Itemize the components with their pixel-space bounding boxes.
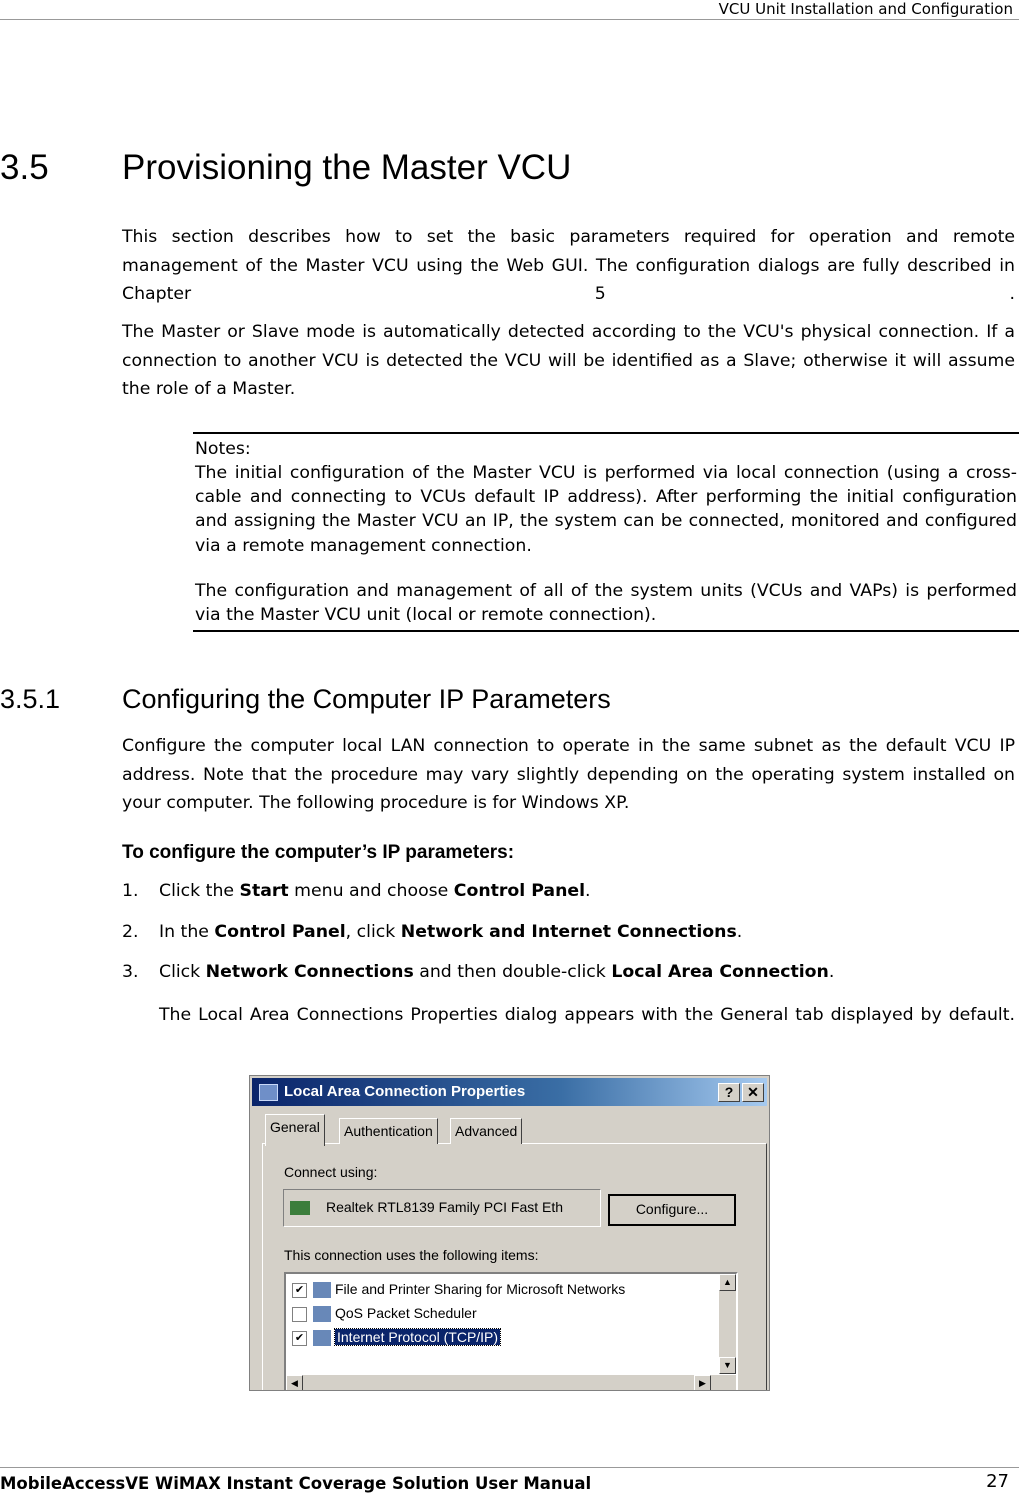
scroll-down-icon[interactable]: ▼ — [719, 1357, 736, 1374]
checkbox[interactable]: ✔ — [292, 1331, 307, 1346]
checkbox[interactable] — [292, 1307, 307, 1322]
running-header: VCU Unit Installation and Configuration — [718, 0, 1013, 18]
items-label: This connection uses the following items: — [284, 1247, 539, 1263]
computer-icon — [313, 1282, 331, 1298]
computer-icon — [313, 1306, 331, 1322]
step-2: 2. In the Control Panel, click Network and Internet Connections. — [122, 922, 743, 942]
scroll-left-icon[interactable]: ◀ — [286, 1375, 303, 1391]
scroll-right-icon[interactable]: ▶ — [694, 1375, 711, 1391]
note-1: The initial configuration of the Master VCU is performed via local connection (using a cross-cable and connecting to VCUs default IP address). After performing the initial configuration and assigning the Master VCU an IP, the system can be connected, monitored and configured via a remote management connection. — [195, 463, 1017, 556]
step-3-result: The Local Area Connections Properties dialog appears with the General tab displayed by default. — [159, 1005, 1015, 1025]
list-item[interactable]: ✔ File and Printer Sharing for Microsoft Networks — [292, 1278, 625, 1300]
configure-button[interactable]: Configure... — [608, 1194, 736, 1226]
adapter-name: Realtek RTL8139 Family PCI Fast Eth — [326, 1199, 564, 1215]
network-card-icon — [290, 1201, 310, 1215]
subsection-heading — [0, 684, 611, 715]
help-button[interactable]: ? — [718, 1083, 740, 1102]
network-icon — [259, 1084, 278, 1101]
lan-properties-dialog — [249, 1075, 770, 1391]
protocol-icon — [313, 1330, 331, 1346]
page-number: 27 — [986, 1471, 1009, 1492]
dialog-titlebar — [252, 1078, 767, 1106]
vertical-scrollbar[interactable] — [719, 1274, 736, 1374]
connect-using-label: Connect using: — [284, 1164, 378, 1180]
section-number: 3.5 — [0, 148, 49, 187]
intro-paragraph-2: The Master or Slave mode is automatically detected according to the VCU's physical connection. If a connection to another VCU is detected the VCU will be identified as a Slave; otherwise it will assume the role of a Master. — [122, 322, 1015, 399]
checkbox[interactable]: ✔ — [292, 1283, 307, 1298]
note-2: The configuration and management of all of the system units (VCUs and VAPs) is performed via the Master VCU unit (local or remote connection). — [195, 581, 1017, 626]
section-heading — [0, 148, 571, 188]
tab-general[interactable]: General — [265, 1114, 325, 1146]
header-rule — [0, 19, 1019, 20]
tab-authentication[interactable]: Authentication — [339, 1118, 438, 1144]
subsection-intro: Configure the computer local LAN connection to operate in the same subnet as the default VCU IP address. Note that the procedure may vary slightly depending on the operating system installed on your computer. The following procedure is for Windows XP. — [122, 736, 1015, 813]
subsection-title: Configuring the Computer IP Parameters — [122, 684, 611, 714]
adapter-field — [283, 1189, 601, 1227]
dialog-title: Local Area Connection Properties — [284, 1083, 526, 1100]
subsection-number: 3.5.1 — [0, 684, 61, 714]
scroll-up-icon[interactable]: ▲ — [719, 1274, 736, 1291]
footer-rule — [0, 1467, 1019, 1468]
intro-paragraph-1: This section describes how to set the basic parameters required for operation and remote management of the Master VCU using the Web GUI. The configuration dialogs are fully described in Chapter 5 . — [122, 227, 1015, 304]
footer-manual-title: MobileAccessVE WiMAX Instant Coverage Solution User Manual — [0, 1474, 592, 1493]
section-title: Provisioning the Master VCU — [122, 148, 572, 187]
notes-label: Notes: — [195, 439, 251, 459]
step-1: 1. Click the Start menu and choose Control Panel. — [122, 881, 591, 901]
components-list[interactable] — [284, 1272, 738, 1391]
step-3: 3. Click Network Connections and then double-click Local Area Connection. — [122, 962, 835, 982]
tab-advanced[interactable]: Advanced — [450, 1118, 522, 1144]
list-item[interactable]: ✔ Internet Protocol (TCP/IP) — [292, 1326, 500, 1348]
list-item[interactable]: QoS Packet Scheduler — [292, 1302, 477, 1324]
close-button[interactable]: ✕ — [742, 1083, 764, 1102]
horizontal-scrollbar[interactable] — [286, 1375, 736, 1391]
procedure-title: To configure the computer’s IP parameters: — [122, 842, 515, 863]
